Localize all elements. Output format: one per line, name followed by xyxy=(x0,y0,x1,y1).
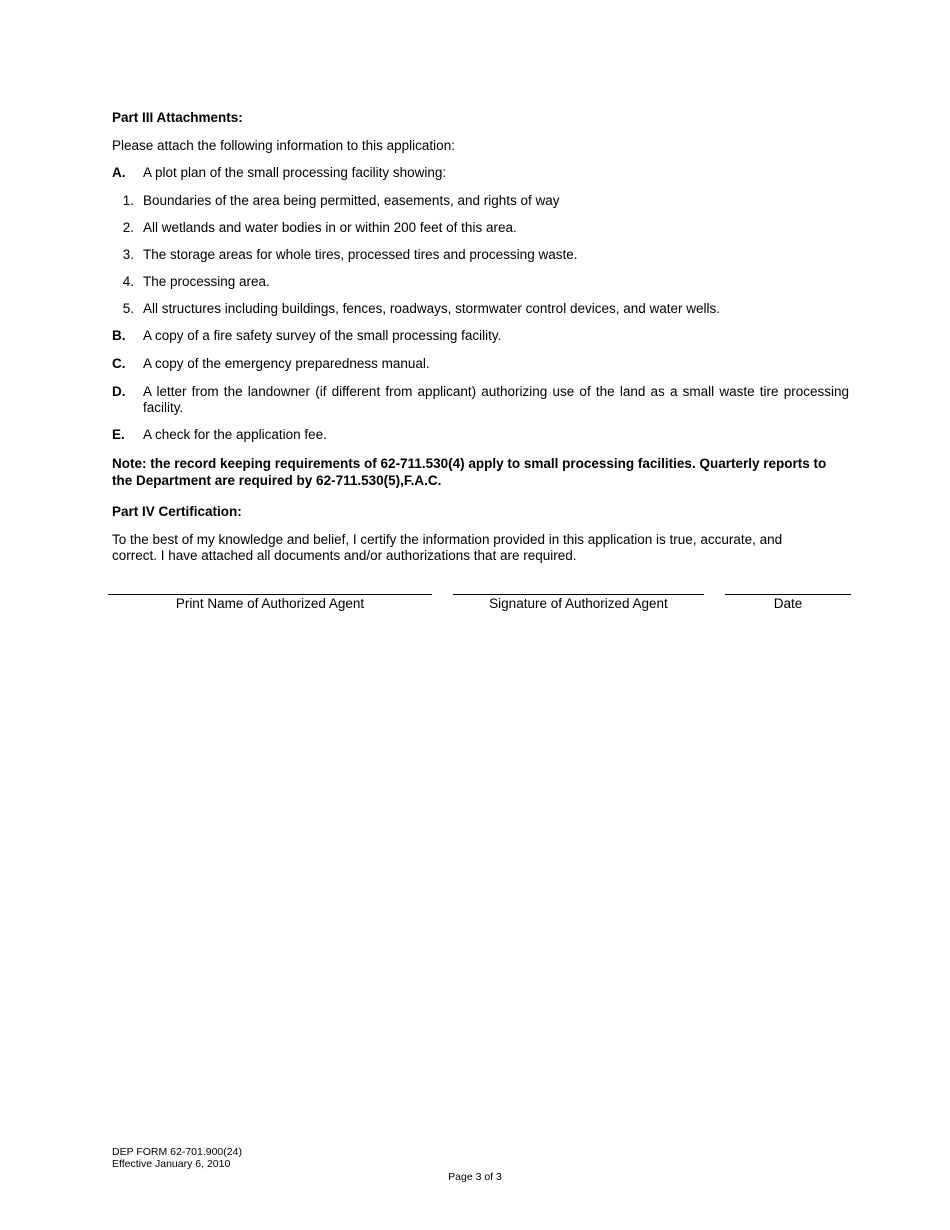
subitem-number: 4. xyxy=(122,274,134,289)
signature-line[interactable] xyxy=(453,594,704,595)
record-keeping-note: Note: the record keeping requirements of 62-711.530(4) apply to small processing facilities. Quarterly reports to the Department are required by 62-711.530(5),F.A.C. xyxy=(112,456,827,488)
item-text: A plot plan of the small processing facility showing: xyxy=(143,165,447,180)
subitem-text: Boundaries of the area being permitted, easements, and rights of way xyxy=(143,193,560,208)
signature-label: Signature of Authorized Agent xyxy=(489,596,668,611)
item-marker: C. xyxy=(112,356,126,371)
item-marker: D. xyxy=(112,384,126,399)
subitem-text: The storage areas for whole tires, processed tires and processing waste. xyxy=(143,247,578,262)
item-marker: B. xyxy=(112,328,126,343)
item-text: A copy of a fire safety survey of the small processing facility. xyxy=(143,328,502,343)
certification-statement: To the best of my knowledge and belief, I certify the information provided in this application is true, accurate, and correct. I have attached all documents and/or authorizations that are required. xyxy=(112,532,783,563)
item-marker: A. xyxy=(112,165,126,180)
item-text: A copy of the emergency preparedness manual. xyxy=(143,356,430,371)
subitem-text: All wetlands and water bodies in or within 200 feet of this area. xyxy=(143,220,517,235)
part3-intro: Please attach the following information to this application: xyxy=(112,138,455,153)
print-name-label: Print Name of Authorized Agent xyxy=(175,596,365,611)
subitem-number: 5. xyxy=(122,301,134,316)
part3-heading: Part III Attachments: xyxy=(112,110,243,125)
date-line[interactable] xyxy=(725,594,851,595)
effective-date: Effective January 6, 2010 xyxy=(112,1158,231,1170)
form-number: DEP FORM 62-701.900(24) xyxy=(112,1146,242,1158)
item-text: A check for the application fee. xyxy=(143,427,327,442)
print-name-line[interactable] xyxy=(108,594,432,595)
part4-heading: Part IV Certification: xyxy=(112,504,242,519)
subitem-text: The processing area. xyxy=(143,274,270,289)
item-text: A letter from the landowner (if different from applicant) authorizing use of the land as a small waste tire processing facility. xyxy=(143,384,849,415)
page-number: Page 3 of 3 xyxy=(448,1171,502,1183)
item-marker: E. xyxy=(112,427,125,442)
subitem-text: All structures including buildings, fences, roadways, stormwater control devices, and water wells. xyxy=(143,301,721,316)
date-label: Date xyxy=(773,596,803,611)
subitem-number: 3. xyxy=(122,247,134,262)
subitem-number: 2. xyxy=(122,220,134,235)
subitem-number: 1. xyxy=(122,193,134,208)
